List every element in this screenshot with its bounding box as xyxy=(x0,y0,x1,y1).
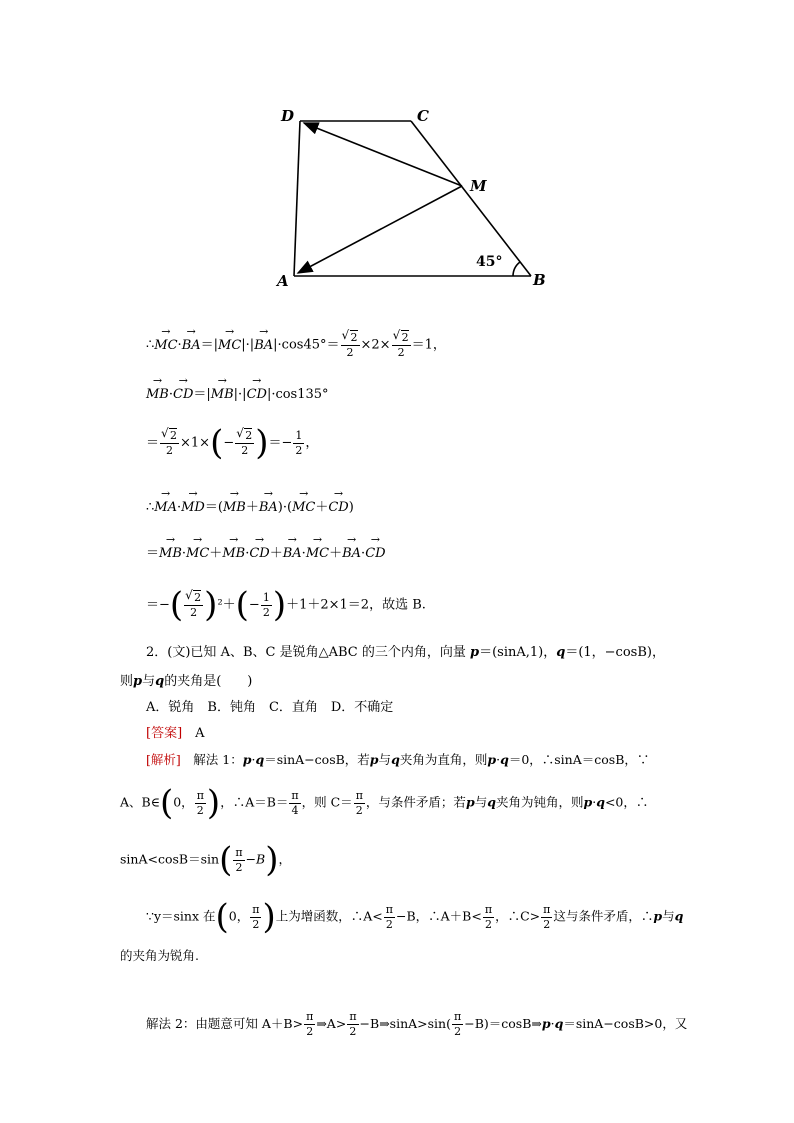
paren: ( xyxy=(219,840,233,880)
analysis-line-1 xyxy=(146,750,649,768)
den: 2 xyxy=(190,606,198,619)
text: 与 xyxy=(142,674,156,689)
dot: · xyxy=(176,500,182,515)
var-p: p xyxy=(487,752,497,767)
dot: · xyxy=(251,752,256,767)
text: 的夹角是( ) xyxy=(164,674,253,689)
text: ＝sinA−cosB，若 xyxy=(264,752,370,767)
var-q: q xyxy=(596,794,605,810)
vec-ba: → BA xyxy=(259,500,278,515)
text: ，∴A＝B＝ xyxy=(220,794,289,810)
vector-ma xyxy=(298,186,462,273)
text: ＝− xyxy=(146,597,170,613)
text: ＝sinA−cosB>0，又 xyxy=(563,1016,688,1031)
text: 与 xyxy=(378,752,392,767)
num: π xyxy=(196,788,204,802)
label-d: D xyxy=(281,107,295,125)
den: 2 xyxy=(235,860,243,874)
frac xyxy=(195,789,206,818)
vec-mc: → MC xyxy=(154,338,177,353)
dot: · xyxy=(550,1016,555,1031)
den: 2 xyxy=(484,917,492,931)
var-p: p xyxy=(242,752,252,767)
frac xyxy=(341,330,360,360)
text: ＝(sinA,1)， xyxy=(479,645,557,660)
paren: ) xyxy=(204,585,218,625)
text: 与 xyxy=(662,908,675,924)
vec-ma: → MA xyxy=(154,500,177,515)
text: ＝( xyxy=(204,500,223,515)
text: 夹角为钝角，则 xyxy=(495,794,584,810)
vec-mb: → MB xyxy=(159,546,182,561)
analysis-line-5: 的夹角为锐角. xyxy=(120,948,199,963)
text: −B，∴A＋B< xyxy=(395,908,482,924)
text: )·( xyxy=(277,500,293,515)
text: sinA<cosB＝sin xyxy=(120,851,220,867)
var-p: p xyxy=(541,1016,551,1031)
vec-mc: → MC xyxy=(306,546,329,561)
text: 解法 2：由题意可知 A＋B> xyxy=(146,1016,304,1031)
frac xyxy=(233,846,244,875)
text: −B)＝cosB⇒ xyxy=(464,1016,542,1031)
dot: · xyxy=(301,546,306,561)
vec-mc: → MC xyxy=(292,500,315,515)
num: 1 xyxy=(295,428,303,442)
dot: · xyxy=(181,546,187,561)
label-c: C xyxy=(417,107,429,125)
text: ＝0，∴sinA＝cosB，∵ xyxy=(508,752,650,767)
frac xyxy=(347,1010,358,1039)
num: π xyxy=(349,1010,357,1023)
den: 2 xyxy=(306,1025,314,1038)
analysis-line-4 xyxy=(146,897,684,937)
label-b: B xyxy=(533,271,546,289)
paren: ( xyxy=(210,423,224,463)
sqrt: √ 2 xyxy=(193,590,201,605)
text: ⇒A> xyxy=(316,1016,347,1031)
var-q: q xyxy=(487,794,496,810)
vec-cd: → CD xyxy=(365,546,385,561)
var-q: q xyxy=(155,674,165,689)
analysis-tag: [解析] xyxy=(146,752,181,767)
den: 2 xyxy=(241,444,249,457)
text: − xyxy=(245,851,257,867)
text: ×1× xyxy=(180,435,211,451)
sqrt: √ 2 xyxy=(350,330,358,345)
label-m: M xyxy=(470,177,487,195)
vec-mb: → MB xyxy=(223,500,246,515)
analysis-line-6 xyxy=(146,1010,687,1039)
text: |·cos135° xyxy=(266,387,329,402)
var-q: q xyxy=(674,908,684,924)
num: 1 xyxy=(262,590,270,604)
num: π xyxy=(252,902,260,916)
text: −B⇒sinA>sin( xyxy=(359,1016,451,1031)
text: ×2× xyxy=(360,337,391,353)
text: ∵y＝sinx 在 xyxy=(146,908,216,924)
den: 2 xyxy=(349,1025,357,1038)
frac xyxy=(354,789,365,818)
frac xyxy=(250,903,261,932)
paren: ( xyxy=(215,897,229,937)
text: 上为增函数，∴A< xyxy=(275,908,383,924)
question-text: A、B、C 是锐角△ABC 的三个内角，向量 xyxy=(220,645,470,660)
text: ，与条件矛盾；若 xyxy=(365,794,466,810)
den: 2 xyxy=(543,917,551,931)
eq-line-2: → MB·→ CD＝|→ MB|·|→ CD|·cos135° xyxy=(146,383,329,402)
num: π xyxy=(291,788,299,802)
question-line-2 xyxy=(120,670,252,689)
num: π xyxy=(306,1010,314,1023)
frac xyxy=(261,591,272,620)
answer-value: A xyxy=(195,726,205,741)
text: ，则 C＝ xyxy=(301,794,353,810)
var-p: p xyxy=(469,645,480,660)
edge-da xyxy=(294,121,300,276)
text: <0，∴ xyxy=(604,794,649,810)
text: ＝| xyxy=(200,337,219,353)
eq-line-3 xyxy=(146,423,319,463)
text: − xyxy=(248,597,260,613)
frac xyxy=(184,590,203,620)
num: π xyxy=(235,845,243,859)
den: 2 xyxy=(385,917,393,931)
frac xyxy=(392,330,411,360)
answer-line xyxy=(146,722,205,741)
vec-md: → MD xyxy=(181,500,205,515)
den: 2 xyxy=(166,444,174,457)
vec-mc: → MC xyxy=(218,338,241,353)
text: ＋1＋2×1＝2，故选 B. xyxy=(286,597,426,613)
var-p: p xyxy=(133,674,143,689)
den: 2 xyxy=(346,346,354,359)
therefore: ∴ xyxy=(146,337,155,353)
paren: ( xyxy=(235,585,249,625)
vec-ba: → BA xyxy=(342,546,361,561)
vec-mb: → MB xyxy=(146,387,169,402)
frac xyxy=(235,428,254,458)
vec-mb: → MB xyxy=(211,387,234,402)
var-q: q xyxy=(391,752,400,767)
edge-cb xyxy=(411,121,531,276)
label-a: A xyxy=(277,272,289,290)
trapezoid-diagram xyxy=(270,100,560,300)
vec-mb: → MB xyxy=(222,546,245,561)
den: 2 xyxy=(262,605,270,619)
frac xyxy=(289,789,300,818)
eq-line-5 xyxy=(146,542,386,561)
text: ＝− xyxy=(268,435,293,451)
analysis-line-3 xyxy=(120,840,292,880)
vector-md xyxy=(304,123,462,186)
sqrt: √ 2 xyxy=(169,428,177,443)
den: 2 xyxy=(355,803,363,817)
frac xyxy=(160,428,179,458)
text: ²＋ xyxy=(217,597,236,613)
var-q: q xyxy=(500,752,509,767)
num: π xyxy=(385,902,393,916)
var-q: q xyxy=(556,645,566,660)
text: 夹角为直角，则 xyxy=(399,752,488,767)
vec-cd: → CD xyxy=(328,500,348,515)
frac xyxy=(293,429,304,458)
paren: ( xyxy=(159,783,174,823)
var-q: q xyxy=(255,752,265,767)
text: A、B∈ xyxy=(120,794,160,810)
answer-tag: [答案] xyxy=(146,726,183,741)
angle-arc xyxy=(513,262,520,276)
var-p: p xyxy=(369,752,379,767)
var-q: q xyxy=(554,1016,564,1031)
den: 2 xyxy=(454,1025,462,1038)
var-b: B xyxy=(256,851,266,867)
den: 2 xyxy=(252,917,260,931)
analysis-line-2 xyxy=(120,783,649,823)
vec-cd: → CD xyxy=(247,387,267,402)
frac xyxy=(304,1010,315,1039)
den: 4 xyxy=(291,803,299,817)
num: π xyxy=(355,788,363,802)
text: ＝(1，−cosB)， xyxy=(565,645,665,660)
dot: · xyxy=(245,546,250,561)
var-p: p xyxy=(465,794,475,810)
dot: · xyxy=(496,752,501,767)
text: 这与条件矛盾，∴ xyxy=(553,908,654,924)
text: 0， xyxy=(173,794,194,810)
vec-mc: → MC xyxy=(186,546,209,561)
var-p: p xyxy=(653,908,663,924)
text: ) xyxy=(348,500,354,515)
dot: · xyxy=(177,337,182,353)
den: 2 xyxy=(295,443,303,457)
text: ， xyxy=(278,851,292,867)
vec-ba: → BA xyxy=(283,546,302,561)
text: 与 xyxy=(474,794,488,810)
den: 2 xyxy=(196,803,204,817)
paren: ( xyxy=(169,585,184,625)
eq-line-1: ∴→ MC·→ BA＝|→ MC|·|→ BA|·cos45°＝ √ $\frac{2}{2}$ ×2× √ $\frac{2}{2}$ ＝1， xyxy=(146,330,446,360)
vec-ba: → BA xyxy=(182,338,201,353)
question-line-1 xyxy=(146,641,665,660)
num: π xyxy=(484,902,493,916)
text: − xyxy=(223,435,235,451)
sqrt: √ 2 xyxy=(401,330,409,345)
paren: ) xyxy=(265,840,279,880)
text: ＝ xyxy=(146,546,160,561)
text: 解法 1： xyxy=(193,752,243,767)
plus: ＋ xyxy=(209,546,223,561)
frac xyxy=(452,1010,463,1039)
plus: ＋ xyxy=(315,500,329,515)
den: 2 xyxy=(397,346,405,359)
question-number: 2．(文)已知 xyxy=(146,645,221,660)
label-angle: 45° xyxy=(476,254,503,270)
dot: · xyxy=(361,546,366,561)
paren: ) xyxy=(255,423,269,463)
frac xyxy=(384,903,395,932)
frac xyxy=(483,903,494,932)
plus: ＋ xyxy=(329,546,343,561)
eq-line-6 xyxy=(146,585,426,625)
paren: ) xyxy=(262,897,276,937)
num: π xyxy=(453,1010,462,1023)
vec-cd: → CD xyxy=(249,546,269,561)
dot: · xyxy=(592,794,597,810)
var-p: p xyxy=(583,794,593,810)
plus: ＋ xyxy=(269,546,283,561)
sqrt: √ 2 xyxy=(244,428,252,443)
question-options: A．锐角 B．钝角 C．直角 D．不确定 xyxy=(146,700,394,715)
dot: · xyxy=(168,387,174,402)
text: 则 xyxy=(120,674,134,689)
text: ，∴C> xyxy=(495,908,541,924)
text: ， xyxy=(305,435,319,451)
vec-ba: → BA xyxy=(254,338,273,353)
paren: ) xyxy=(272,585,287,625)
eq-line-4 xyxy=(146,496,354,515)
text: 0， xyxy=(228,908,250,924)
text: |·cos45°＝ xyxy=(273,337,340,353)
vec-cd: → CD xyxy=(173,387,193,402)
therefore: ∴ xyxy=(146,500,155,515)
plus: ＋ xyxy=(245,500,259,515)
frac xyxy=(541,903,552,932)
num: π xyxy=(543,902,551,916)
text: ＝1， xyxy=(411,337,446,353)
paren: ) xyxy=(206,783,221,823)
text: ＝ xyxy=(146,435,160,451)
